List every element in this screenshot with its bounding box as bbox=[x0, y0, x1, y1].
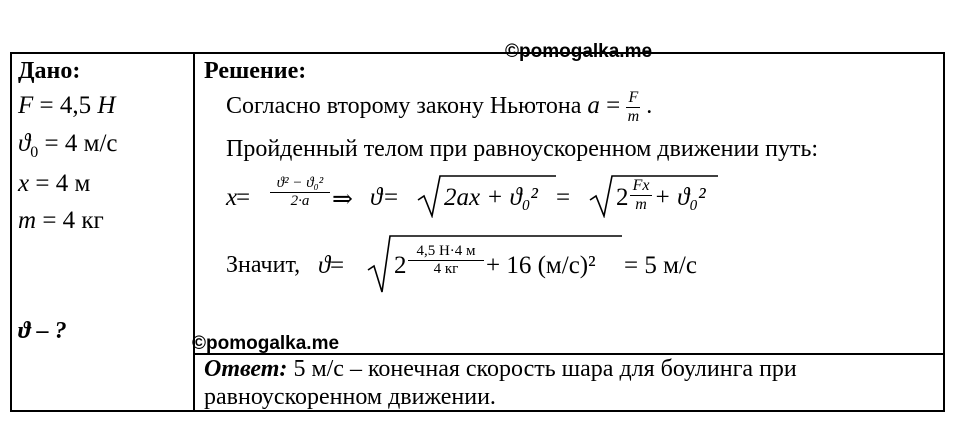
f4-root-fraction bbox=[408, 244, 484, 277]
f3-root2-a: 2 bbox=[616, 184, 629, 211]
column-divider bbox=[193, 52, 195, 412]
mass-value: = 4 кг bbox=[36, 207, 104, 234]
f3-eq1: = bbox=[236, 184, 251, 211]
f3-eq3: = bbox=[556, 184, 571, 211]
f3-x: x bbox=[226, 184, 238, 211]
table-left-border bbox=[10, 52, 12, 412]
find-unknown: ϑ – ? bbox=[18, 318, 67, 344]
f4-root-num: 4,5 Н·4 м bbox=[408, 244, 484, 261]
f4-label: Значит, bbox=[226, 252, 301, 278]
f3-fraction bbox=[270, 176, 330, 209]
distance-value: = 4 м bbox=[29, 170, 91, 197]
velocity-subscript: 0 bbox=[30, 144, 39, 161]
given-distance bbox=[18, 170, 90, 198]
f4-result: = 5 м/с bbox=[624, 252, 697, 279]
initial-velocity-value: = 4 м/с bbox=[38, 130, 118, 157]
watermark-top: ©pomogalka.me bbox=[505, 41, 653, 62]
f3-v: ϑ bbox=[370, 184, 383, 211]
newton-num: F bbox=[628, 89, 639, 106]
answer-line-2: равноускоренном движении. bbox=[204, 384, 496, 410]
answer-label: Ответ: bbox=[204, 356, 288, 382]
newton-a: a bbox=[587, 92, 600, 120]
f3-root1: 2ax + ϑ₀² bbox=[444, 184, 538, 211]
f3-root2-fraction bbox=[630, 178, 652, 213]
distance-symbol: x bbox=[18, 170, 30, 197]
f3-arrow: ⇒ bbox=[332, 186, 353, 213]
given-force bbox=[18, 92, 115, 120]
velocity-symbol: ϑ bbox=[18, 130, 31, 157]
answer-text: 5 м/с – конечная скорость шара для боулинга при bbox=[287, 356, 797, 382]
table-right-border bbox=[943, 52, 945, 412]
f3-root2-den: m bbox=[635, 196, 647, 213]
given-title: Дано: bbox=[18, 58, 81, 84]
newton-end: . bbox=[640, 93, 653, 120]
solution-title: Решение: bbox=[204, 58, 307, 84]
given-initial-velocity bbox=[18, 130, 118, 162]
f3-root2-num: Fx bbox=[630, 178, 652, 196]
given-mass bbox=[18, 207, 104, 235]
f4-root-den: 4 кг bbox=[433, 261, 459, 277]
f3-eq2: = bbox=[384, 184, 399, 211]
newton-eq: = bbox=[599, 92, 627, 120]
solution-line-newton bbox=[226, 90, 652, 125]
force-unit: H bbox=[97, 92, 116, 119]
f3-root2-b: + ϑ₀² bbox=[654, 184, 706, 211]
f4-root-b: + 16 (м/с)² bbox=[486, 252, 596, 279]
f3-den: 2·a bbox=[290, 193, 310, 209]
f4-v: ϑ bbox=[318, 252, 331, 279]
answer-line-1 bbox=[204, 356, 797, 383]
newton-den: m bbox=[627, 108, 640, 125]
mass-symbol: m bbox=[18, 207, 37, 234]
watermark-bottom: ©pomogalka.me bbox=[192, 333, 340, 354]
force-symbol: F bbox=[18, 92, 34, 119]
f4-root-a: 2 bbox=[394, 252, 407, 279]
newton-fraction bbox=[626, 90, 640, 125]
table-top-border bbox=[10, 52, 945, 54]
f3-num: ϑ² − ϑ₀² bbox=[270, 176, 330, 193]
solution-line-distance: Пройденный телом при равноускоренном движении путь: bbox=[226, 136, 819, 162]
force-value: = 4,5 bbox=[39, 92, 98, 119]
newton-text: Согласно второму закону Ньютона bbox=[226, 93, 588, 120]
f4-eq: = bbox=[330, 252, 345, 279]
